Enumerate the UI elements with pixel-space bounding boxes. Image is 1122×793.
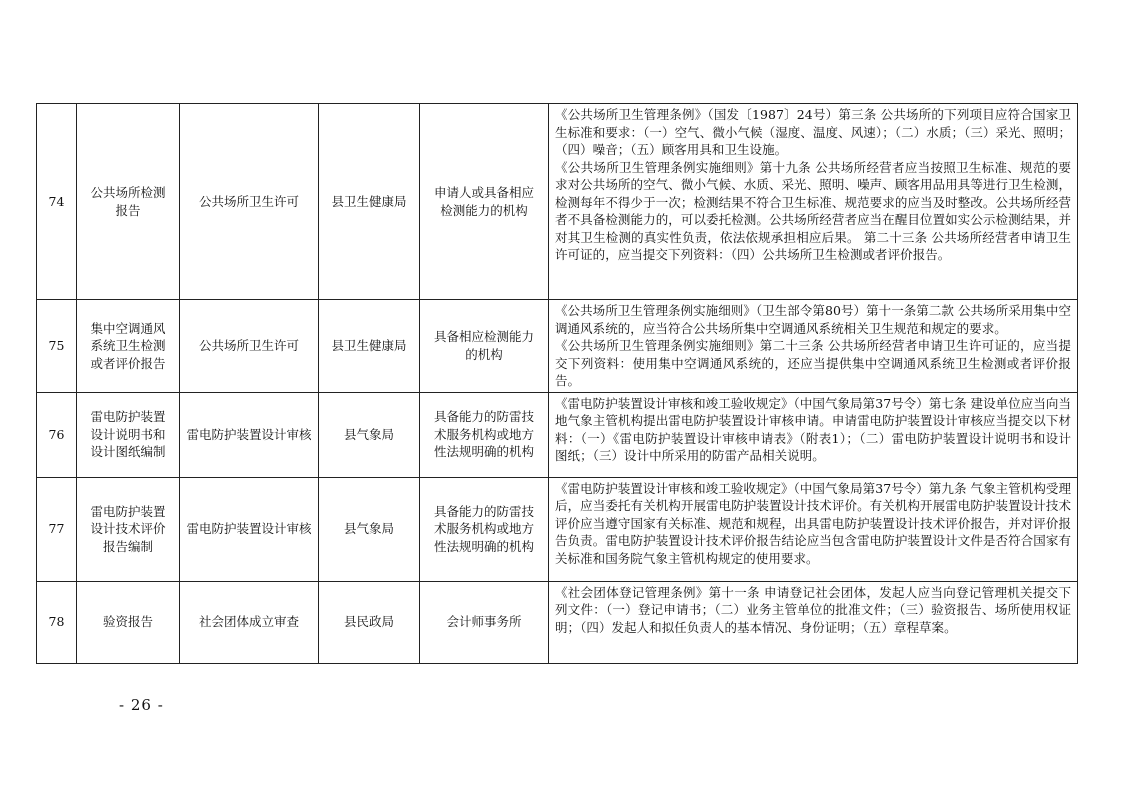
related-item: 公共场所卫生许可 bbox=[180, 300, 319, 393]
provider: 申请人或具备相应检测能力的机构 bbox=[420, 104, 549, 300]
material-name: 集中空调通风系统卫生检测或者评价报告 bbox=[77, 300, 180, 393]
basis-paragraph: 《公共场所卫生管理条例实施细则》（卫生部令第80号）第十一条第二款 公共场所采用集中空调通风系统的，应当符合公共场所集中空调通风系统相关卫生规范和规定的要求。 bbox=[555, 303, 1071, 336]
legal-basis bbox=[549, 581, 1078, 663]
department: 县卫生健康局 bbox=[319, 104, 420, 300]
legal-basis bbox=[549, 477, 1078, 581]
table-row bbox=[37, 581, 1078, 663]
legal-basis bbox=[549, 392, 1078, 477]
row-number: 77 bbox=[37, 477, 77, 581]
row-number: 74 bbox=[37, 104, 77, 300]
basis-paragraph: 《公共场所卫生管理条例》（国发〔1987〕24号）第三条 公共场所的下列项目应符合国家卫生标准和要求：（一）空气、微小气候（湿度、温度、风速）；（二）水质；（三）采光、照明；（四）噪音；（五）顾客用具和卫生设施。 bbox=[555, 107, 1071, 157]
table-row bbox=[37, 104, 1078, 300]
department: 县气象局 bbox=[319, 392, 420, 477]
related-item: 公共场所卫生许可 bbox=[180, 104, 319, 300]
page-number: - 26 - bbox=[119, 696, 164, 714]
department: 县卫生健康局 bbox=[319, 300, 420, 393]
material-name: 雷电防护装置设计说明书和设计图纸编制 bbox=[77, 392, 180, 477]
provider: 具备能力的防雷技术服务机构或地方性法规明确的机构 bbox=[420, 392, 549, 477]
row-number: 78 bbox=[37, 581, 77, 663]
basis-paragraph: 《社会团体登记管理条例》第十一条 申请登记社会团体，发起人应当向登记管理机关提交下列文件：（一）登记申请书；（二）业务主管单位的批准文件；（三）验资报告、场所使用权证明；（四）发起人和拟任负责人的基本情况、身份证明；（五）章程草案。 bbox=[555, 584, 1071, 635]
provider: 具备相应检测能力的机构 bbox=[420, 300, 549, 393]
material-name: 公共场所检测报告 bbox=[77, 104, 180, 300]
department: 县气象局 bbox=[319, 477, 420, 581]
legal-basis bbox=[549, 104, 1078, 300]
basis-paragraph: 《公共场所卫生管理条例实施细则》第十九条 公共场所经营者应当按照卫生标准、规范的要求对公共场所的空气、微小气候、水质、采光、照明、噪声、顾客用品用具等进行卫生检测，检测每年不得少于一次；检测结果不符合卫生标准、规范要求的应当及时整改。公共场所经营者不具备检测能力的，可以委托检测。公共场所经营者应当在醒目位置如实公示检测结果，并对其卫生检测的真实性负责，依法依规承担相应后果。 第二十三条 公共场所经营者申请卫生许可证的，应当提交下列资料：（四）公共场所卫生检测或者评价报告。 bbox=[555, 159, 1071, 262]
material-name: 雷电防护装置设计技术评价报告编制 bbox=[77, 477, 180, 581]
table-row bbox=[37, 477, 1078, 581]
legal-basis bbox=[549, 300, 1078, 393]
table-row bbox=[37, 392, 1078, 477]
related-item: 社会团体成立审查 bbox=[180, 581, 319, 663]
department: 县民政局 bbox=[319, 581, 420, 663]
material-name: 验资报告 bbox=[77, 581, 180, 663]
row-number: 76 bbox=[37, 392, 77, 477]
basis-paragraph: 《雷电防护装置设计审核和竣工验收规定》（中国气象局第37号令）第九条 气象主管机构受理后，应当委托有关机构开展雷电防护装置设计技术评价。有关机构开展雷电防护装置设计技术评价应当遵守国家有关标准、规范和规程，出具雷电防护装置设计技术评价报告，并对评价报告负责。雷电防护装置设计技术评价报告结论应当包含雷电防护装置设计文件是否符合国家有关标准和国务院气象主管机构规定的使用要求。 bbox=[555, 480, 1071, 566]
table-row bbox=[37, 300, 1078, 393]
provider: 会计师事务所 bbox=[420, 581, 549, 663]
materials-table bbox=[36, 103, 1078, 664]
basis-paragraph: 《公共场所卫生管理条例实施细则》第二十三条 公共场所经营者申请卫生许可证的，应当提交下列资料：使用集中空调通风系统的，还应当提供集中空调通风系统卫生检测或者评价报告。 bbox=[555, 338, 1071, 388]
related-item: 雷电防护装置设计审核 bbox=[180, 477, 319, 581]
provider: 具备能力的防雷技术服务机构或地方性法规明确的机构 bbox=[420, 477, 549, 581]
basis-paragraph: 《雷电防护装置设计审核和竣工验收规定》（中国气象局第37号令）第七条 建设单位应当向当地气象主管机构提出雷电防护装置设计审核申请。申请雷电防护装置设计审核应当提交以下材料：（一）《雷电防护装置设计审核申请表》（附表1）；（二）雷电防护装置设计说明书和设计图纸；（三）设计中所采用的防雷产品相关说明。 bbox=[555, 395, 1071, 463]
related-item: 雷电防护装置设计审核 bbox=[180, 392, 319, 477]
row-number: 75 bbox=[37, 300, 77, 393]
